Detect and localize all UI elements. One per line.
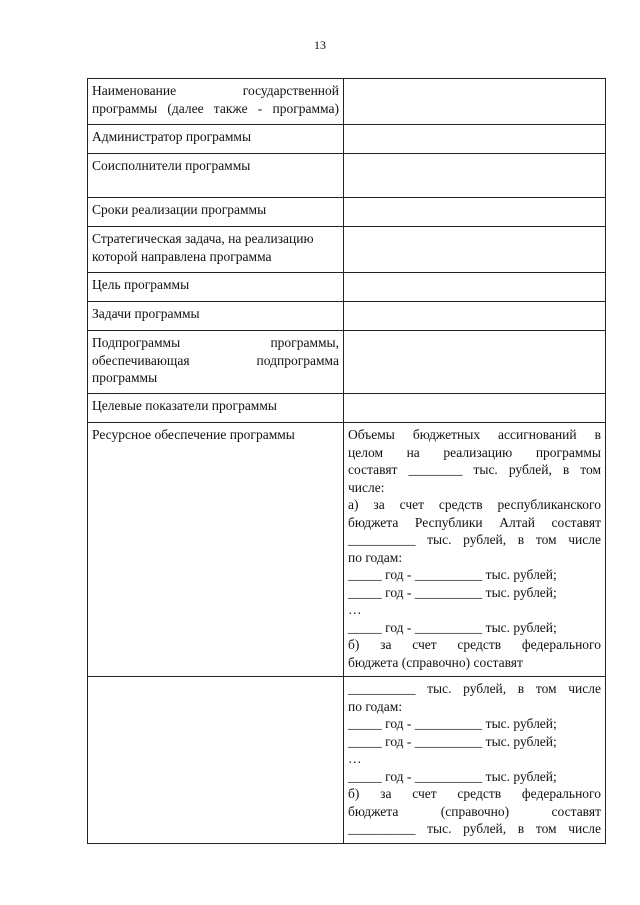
row-label-continuation (88, 677, 344, 844)
table-row (88, 423, 606, 677)
row-value-terms (344, 198, 606, 227)
text-line: а) за счет средств республиканского (348, 497, 601, 512)
text-line: бюджета Республики Алтай составят (348, 514, 601, 530)
text-line: целом на реализацию программы (348, 444, 601, 460)
program-passport-table (87, 78, 606, 844)
row-label-resources: Ресурсное обеспечение программы (88, 423, 344, 677)
text-line: по годам: (348, 698, 403, 714)
row-label-co-executors: Соисполнители программы (88, 154, 344, 198)
table-row (88, 331, 606, 394)
row-value-strategic-task (344, 227, 606, 273)
row-label-indicators: Целевые показатели программы (88, 394, 344, 423)
row-label-administrator: Администратор программы (88, 125, 344, 154)
page-number: 13 (314, 38, 326, 52)
table-row (88, 227, 606, 273)
text-line: б) за счет средств федерального (348, 786, 601, 801)
text-line: __________ тыс. рублей, в том числе (348, 681, 601, 696)
row-value-program-name (344, 79, 606, 125)
row-label-subprograms: Подпрограммы программы, обеспечивающая подпрограмма программы (88, 331, 344, 394)
text-line: … (348, 602, 362, 617)
row-value-subprograms (344, 331, 606, 394)
table-row (88, 154, 606, 198)
text-line: составят ________ тыс. рублей, в том (348, 462, 601, 477)
text-line: _____ год - __________ тыс. рублей; (348, 768, 557, 784)
row-value-administrator (344, 125, 606, 154)
row-label-strategic-task: Стратегическая задача, на реализацию которой направлена программа (88, 227, 344, 273)
text-line: … (348, 751, 362, 766)
table-row (88, 302, 606, 331)
table-row (88, 79, 606, 125)
text-line: бюджета (справочно) составят (348, 654, 523, 670)
row-value-tasks (344, 302, 606, 331)
row-label-tasks: Задачи программы (88, 302, 344, 331)
row-value-goal (344, 273, 606, 302)
text-line: _____ год - __________ тыс. рублей; (348, 619, 557, 635)
text-line: __________ тыс. рублей, в том числе (348, 821, 601, 836)
row-value-indicators (344, 394, 606, 423)
row-value-resources (344, 423, 606, 677)
text-line: по годам: (348, 549, 403, 565)
text-line: _____ год - __________ тыс. рублей; (348, 584, 557, 600)
row-label-goal: Цель программы (88, 273, 344, 302)
text-line: __________ тыс. рублей, в том числе (348, 532, 601, 547)
text-line: числе: (348, 479, 385, 495)
text-line: _____ год - __________ тыс. рублей; (348, 567, 557, 582)
text-line: _____ год - __________ тыс. рублей; (348, 716, 557, 731)
row-value-continuation (344, 677, 606, 844)
text-line: бюджета (справочно) составят (348, 803, 601, 819)
table-row (88, 394, 606, 423)
table-row (88, 273, 606, 302)
table-row (88, 198, 606, 227)
table-row (88, 125, 606, 154)
text-line: _____ год - __________ тыс. рублей; (348, 733, 557, 749)
text-line: б) за счет средств федерального (348, 637, 601, 652)
row-value-co-executors (344, 154, 606, 198)
text-line: Объемы бюджетных ассигнований в (348, 427, 601, 442)
table-row (88, 677, 606, 844)
row-label-terms: Сроки реализации программы (88, 198, 344, 227)
row-label-program-name: Наименование государственной программы (далее также - программа) (88, 79, 344, 125)
